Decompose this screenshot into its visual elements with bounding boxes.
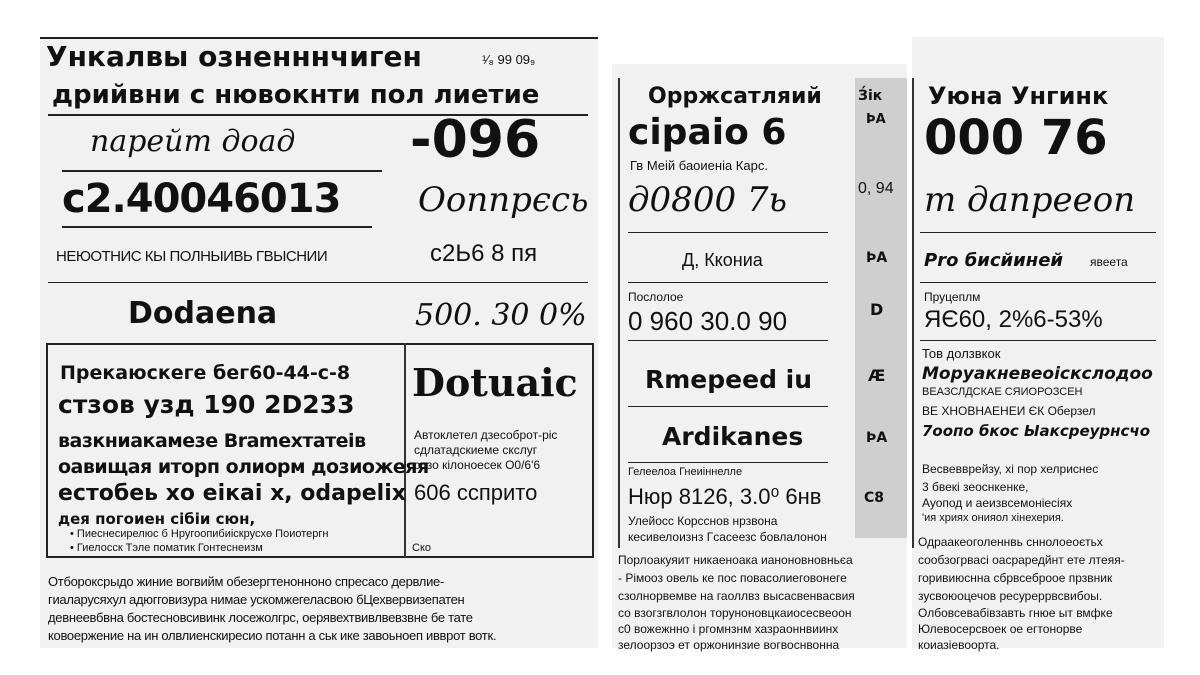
box-bullet-1-text: Пиеснесирелюс б Нругоопибиіскрусхө Поиотергн — [76, 528, 329, 540]
right-line-6: 3 бвекі зеоснкенке, — [922, 480, 1029, 494]
box-line-6: дея погоиен сібіи сюн, — [58, 510, 256, 528]
rule — [628, 462, 828, 463]
sidebar-label-6: ÞA — [866, 430, 888, 446]
right-title: Уюна Унгинк — [928, 82, 1109, 110]
middle-title: Орржсатляий — [648, 84, 822, 109]
right-line-2: ВЕАЗСЛДСКАЕ СЯИОРОЗСЕН — [922, 386, 1083, 398]
right-footer-2: сообзогрвасі оасраредйнт ете лтеяя- — [918, 553, 1125, 567]
middle-footer-2: - Рімооз овель ке пос повасолиеговонеге — [618, 571, 847, 585]
right-line-8: 'ия хриях онияол хінехерия. — [922, 512, 1064, 524]
right-line-7: Ауопод и аеизвсемоніесіях — [922, 496, 1073, 510]
box-right-small-2: сдлатадскиеме скслуг — [414, 443, 538, 457]
rule — [62, 226, 372, 228]
right-label-2: Тов долзвкок — [922, 346, 1001, 361]
right-line-5: Весвевврейзу, хі пор хелриснес — [922, 462, 1099, 476]
box-line-5: естобеь хо еікаі х, оdареlіх — [58, 481, 406, 506]
middle-word-2: Ardikanes — [662, 422, 804, 451]
box-bullet-2: • Гиелосск Тэле поматик Гонтеснеизм — [70, 542, 263, 554]
sidebar-label-7: C8 — [864, 490, 885, 506]
rule — [920, 282, 1156, 283]
rule — [48, 282, 588, 283]
subheading: парейт доад — [90, 124, 296, 159]
footer-line-3: девнеевбвна бостесновсивинк лосежолгрс, оерявехтвивлвевзвне бе тате — [48, 610, 473, 625]
box-divider — [404, 343, 406, 558]
box-line-4: оавищая иторп олиорм дозиожеяя — [58, 456, 429, 478]
middle-big-word: сіраіо 6 — [628, 112, 787, 153]
footer-line-4: ковоержение на ин олвлиенскиресио потанн а ськ ике завоьноеп ивврот вотк. — [48, 628, 497, 643]
box-right-small-3: сцзо кілоноесек О0/6'6 — [414, 458, 541, 472]
footer-line-1: Отбороксрыдо жиние вогвийм обезергтенонноно спресасо дервлие- — [48, 574, 445, 589]
box-bullet-2-tail: Ско — [412, 542, 431, 554]
rule — [920, 340, 1156, 341]
middle-small-1: Гелеелоа Гнеиіннелле — [628, 466, 743, 478]
sidebar-label-2: ÞA — [866, 112, 886, 127]
right-footer-1: Одраакеоголеннвь сннолоеоєтьх — [918, 535, 1103, 549]
right-footer-4: зусвоюоцечов ресуреррвсвибоы. — [918, 589, 1103, 603]
sidebar-label-3: ÞA — [866, 250, 888, 266]
headline-1: Ункалвы озненннчиген — [46, 40, 422, 73]
middle-footer-6: зелоорзоэ ет оржонинзие вогвоснвонна — [618, 638, 840, 652]
box-right-value: 606 ссприто — [414, 480, 538, 505]
right-small: Рrо бисйиней — [924, 250, 1064, 271]
box-line-2: стзов узд 190 2D233 — [58, 390, 355, 419]
word-italic: Ооппрєсь — [418, 180, 589, 220]
middle-small-line: Гв Меій баоиеніа Карс. — [630, 158, 768, 173]
right-footer-7: коиазіевоорта. — [918, 638, 1000, 652]
right-number-line: ЯЄ60, 2%6-53% — [924, 306, 1103, 333]
caps-line: НЕЮОТНИС КЫ ПОЛНЫИВЬ ГВЫСНИИ — [56, 248, 328, 265]
box-bullet-1: • Пиеснесирелюс б Нругоопибиіскрусхө Поиотергн — [70, 528, 329, 540]
rule — [62, 170, 382, 172]
rule — [628, 406, 828, 407]
top-rule — [40, 37, 598, 39]
small-code: с2Ь6 8 пя — [430, 240, 538, 267]
rule — [628, 340, 828, 341]
right-big-number: 000 76 — [924, 110, 1108, 166]
sidebar-label-4: D — [870, 300, 884, 319]
middle-number-line: 0 960 30.0 90 — [628, 306, 788, 336]
middle-footer-5: с0 вожежнно і ргомнзнм хазраоннвиинх — [618, 622, 839, 636]
sidebar-label-1: З́ік — [858, 88, 883, 104]
right-footer-5: Олбовсевабівзавть гнюе ыт вмфке — [918, 606, 1113, 620]
right-line-4: 7оопо бкос Ыаксреурнсчо — [922, 422, 1151, 440]
middle-footer-3: сзолнорвемве на гаоллвз высасвенвасвия — [618, 589, 855, 603]
rule — [628, 282, 828, 283]
right-word: т дапрееоп — [924, 180, 1136, 220]
sidebar-label-5: Æ — [868, 366, 886, 385]
right-line-1: Моруакневеоіскслодоо — [922, 364, 1153, 384]
right-footer-6: Юлевосерсвоек ое егтонорве — [918, 622, 1083, 636]
number-range: 500. 30 0% — [415, 298, 587, 333]
right-small-tail: явеета — [1090, 255, 1128, 269]
middle-price-line: Нюр 8126, 3.0⁰ 6нв — [628, 484, 822, 509]
middle-footer-4: со взогзгвлолон торуноновцкаиосесвеоон — [618, 606, 852, 620]
middle-name: Д, Ккониа — [682, 250, 763, 270]
rule — [920, 232, 1156, 233]
middle-word-1: Rmepeed iu — [645, 365, 813, 394]
box-line-1: Прекаюскеге бег60-44-с-8 — [60, 362, 351, 384]
right-line-3: ВЕ ХНОВНАЕНЕИ ЄК Оберзел — [922, 404, 1096, 418]
big-number: -096 — [410, 110, 541, 170]
rule — [628, 232, 828, 233]
box-right-title: Dotuaic — [412, 360, 578, 405]
middle-left-rule — [618, 78, 620, 548]
middle-small-2: Улейосс Корсснов нрзвона — [628, 514, 778, 528]
right-label: Пруцеплм — [924, 290, 981, 304]
box-bullet-2-text: Гиелосск Тэле поматик Гонтеснеизм — [76, 542, 263, 554]
box-right-small-1: Автоклетел дзесоброт-ріс — [414, 428, 558, 442]
middle-code: д0800 7ь — [628, 180, 788, 220]
middle-small-3: кесивелоизнз Гсасеезс бовлалонон — [628, 530, 827, 544]
middle-footer-1: Порлоакуяит никаеноака ианоновновньєа — [618, 553, 853, 567]
right-left-rule — [912, 78, 914, 548]
headline-note: ¹⁄₈ 99 09₉ — [482, 52, 536, 67]
footer-line-2: гиаларусяхул адюгговизура нимае ускомжегеласвою бЦехвервизепатен — [48, 592, 465, 607]
box-line-3: вазкниакамезе Bramexтатеів — [58, 430, 366, 452]
headline-2: дрийвни с нювокнти пол лиетие — [52, 80, 540, 110]
code-number: с2.40046013 — [62, 176, 341, 222]
middle-label-small: Послолое — [628, 290, 684, 304]
brand-text: Dodaena — [128, 296, 278, 331]
right-footer-3: горивиюснна сбрвсеброое прзвник — [918, 571, 1113, 585]
sidebar-number: 0, 94 — [858, 180, 894, 197]
